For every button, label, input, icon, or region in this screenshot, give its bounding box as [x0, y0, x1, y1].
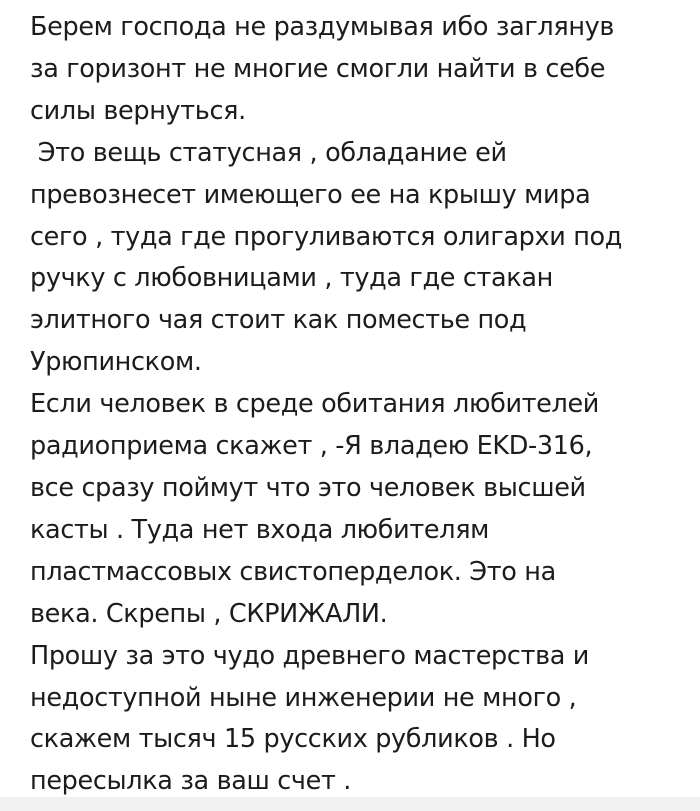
text-line: касты . Туда нет входа любителям [30, 514, 490, 545]
text-line: ручку с любовницами , туда где стакан [30, 263, 553, 294]
text-line: Урюпинском. [30, 347, 202, 378]
text-line: превознесет имеющего ее на крышу мира [30, 179, 591, 210]
text-line: пластмассовых свистоперделок. Это на [30, 556, 556, 587]
text-line: за горизонт не многие смогли найти в себе [30, 53, 606, 84]
bottom-divider [0, 797, 700, 811]
text-line: сего , туда где прогуливаются олигархи под [30, 221, 623, 252]
text-line: радиоприема скажет , -Я владею EKD-316, [30, 431, 593, 462]
post-text [30, 7, 690, 803]
text-line: пересылка за ваш счет . [30, 766, 351, 797]
text-line: все сразу поймут что это человек высшей [30, 472, 586, 503]
text-line: Если человек в среде обитания любителей [30, 389, 600, 420]
text-line: Берем господа не раздумывая ибо заглянув [30, 12, 615, 42]
text-line: скажем тысяч 15 русских рубликов . Но [30, 724, 556, 755]
text-line: века. Скрепы , СКРИЖАЛИ. [30, 598, 388, 629]
text-line: Это вещь статусная , обладание ей [30, 137, 507, 168]
text-line: недоступной ныне инженерии не много , [30, 682, 577, 713]
text-line: элитного чая стоит как поместье под [30, 305, 527, 336]
text-line: Прошу за это чудо древнего мастерства и [30, 640, 590, 671]
text-line: силы вернуться. [30, 95, 246, 126]
